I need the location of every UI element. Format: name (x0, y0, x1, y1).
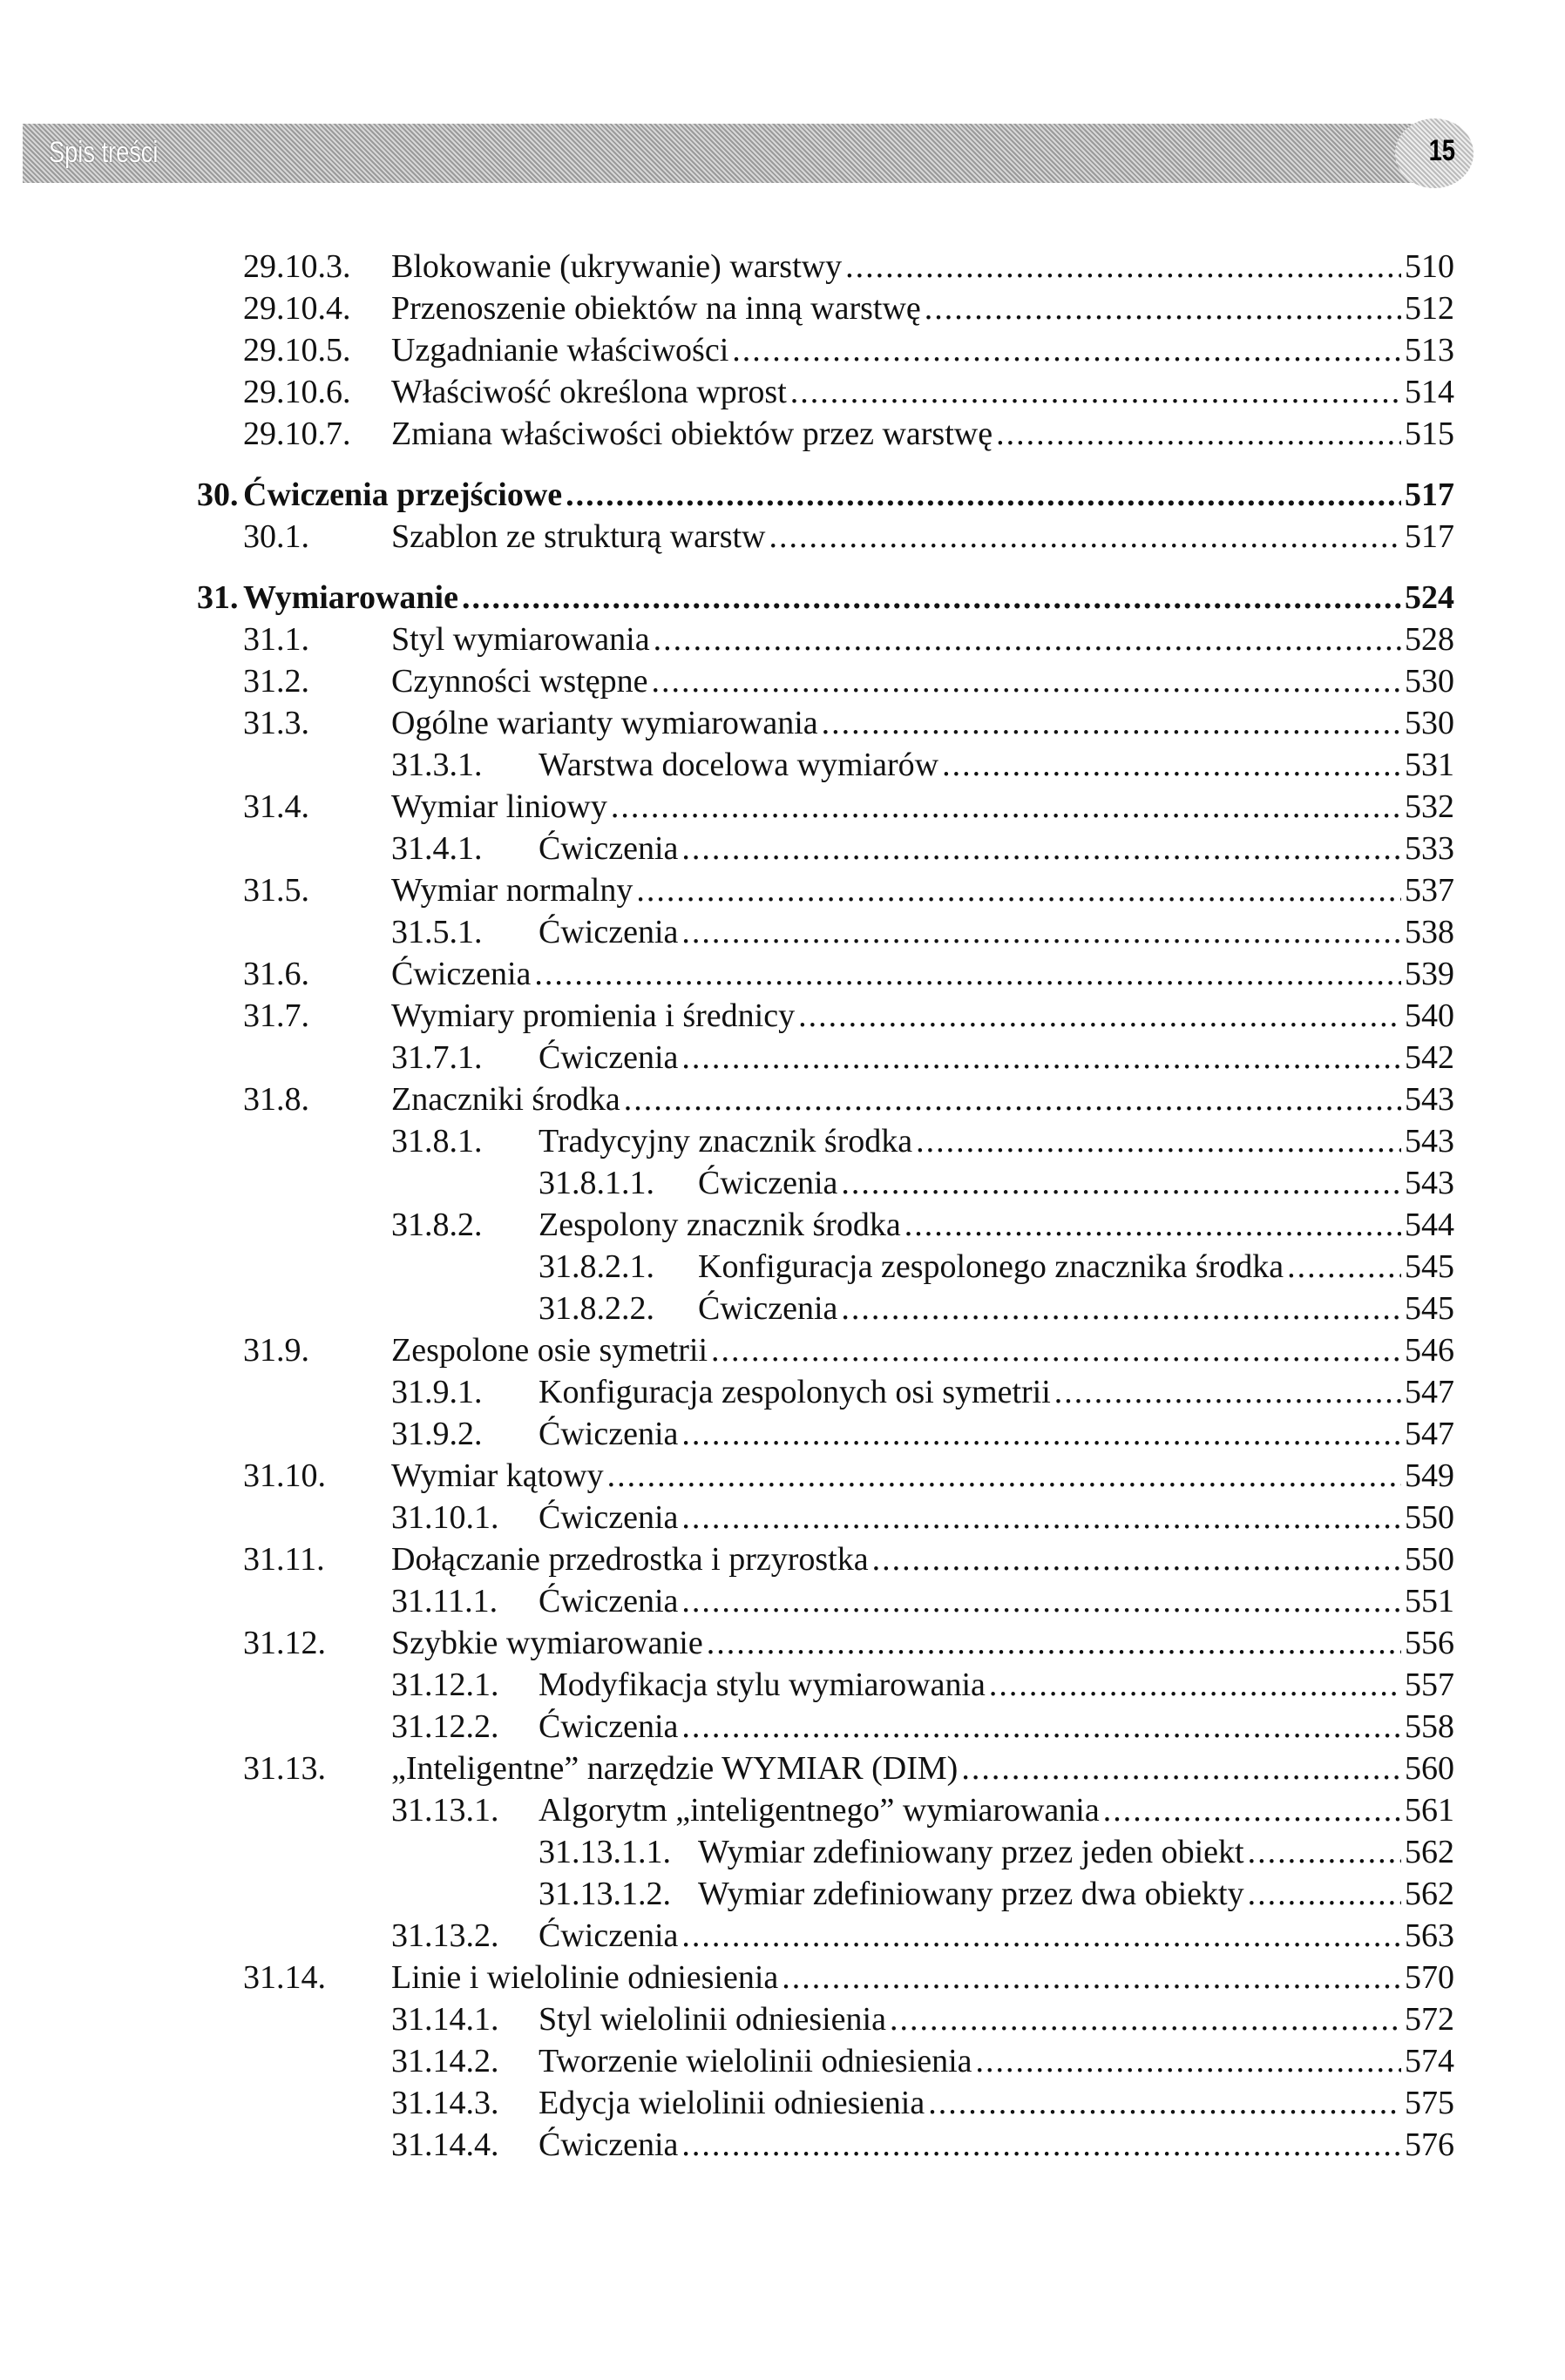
toc-entry (0, 1246, 1565, 1288)
entry-number: 31.4. (243, 788, 309, 825)
toc-entry (0, 371, 1565, 413)
dot-leader (636, 869, 1401, 911)
entry-number: 31.13.1.2. (539, 1876, 671, 1912)
entry-page: 551 (1405, 1583, 1454, 1619)
entry-line (539, 1706, 1454, 1748)
toc-entry (0, 1455, 1565, 1497)
toc-entry (0, 413, 1565, 455)
entry-line (539, 1915, 1454, 1957)
toc-entry (0, 1120, 1565, 1162)
entry-line (391, 869, 1454, 911)
toc-entry (0, 1622, 1565, 1664)
entry-line (539, 1789, 1454, 1831)
entry-page: 542 (1405, 1039, 1454, 1076)
entry-page: 557 (1405, 1667, 1454, 1703)
entry-line (539, 2040, 1454, 2082)
entry-page: 546 (1405, 1332, 1454, 1369)
toc-entry (0, 1413, 1565, 1455)
dot-leader (654, 619, 1401, 660)
entry-page: 543 (1405, 1165, 1454, 1201)
dot-leader (1103, 1789, 1401, 1831)
entry-title: Czynności wstępne (391, 663, 648, 700)
dot-leader (681, 1706, 1401, 1748)
dot-leader (681, 911, 1401, 953)
entry-number: 29.10.6. (243, 374, 351, 410)
toc-entry (0, 2040, 1565, 2082)
entry-title: Ćwiczenia (391, 956, 532, 992)
entry-line (539, 744, 1454, 786)
entry-number: 31.8. (243, 1081, 309, 1118)
entry-number: 31.14.3. (391, 2085, 499, 2121)
entry-number: 31.5. (243, 872, 309, 909)
entry-number: 31. (197, 579, 239, 616)
entry-title: Modyfikacja stylu wymiarowania (539, 1667, 986, 1703)
toc-entry (0, 1831, 1565, 1873)
entry-line (539, 2082, 1454, 2124)
dot-leader (928, 2082, 1401, 2124)
dot-leader (681, 2124, 1401, 2166)
dot-leader (790, 371, 1401, 413)
dot-leader (890, 1998, 1401, 2040)
entry-line (391, 995, 1454, 1037)
dot-leader (845, 246, 1401, 287)
dot-leader (1248, 1831, 1401, 1873)
entry-page: 576 (1405, 2126, 1454, 2163)
toc-entry (0, 1664, 1565, 1706)
entry-title: Wymiary promienia i średnicy (391, 997, 796, 1034)
entry-number: 31.14. (243, 1959, 326, 1996)
entry-line (391, 371, 1454, 413)
dot-leader (681, 828, 1401, 869)
entry-line (391, 1748, 1454, 1789)
entry-line (539, 1580, 1454, 1622)
toc-entry (0, 660, 1565, 702)
entry-page: 547 (1405, 1374, 1454, 1410)
entry-page: 547 (1405, 1416, 1454, 1452)
entry-title: Ćwiczenia (698, 1290, 838, 1327)
entry-title: Ćwiczenia (539, 2126, 679, 2163)
entry-number: 31.1. (243, 621, 309, 658)
entry-page: 517 (1405, 518, 1454, 555)
toc-entry (0, 2082, 1565, 2124)
entry-line (391, 953, 1454, 995)
header-section-title: Spis treści (49, 136, 159, 169)
entry-number: 31.8.1. (391, 1123, 483, 1160)
entry-line (539, 1664, 1454, 1706)
entry-line (391, 1078, 1454, 1120)
entry-page: 528 (1405, 621, 1454, 658)
entry-page: 545 (1405, 1290, 1454, 1327)
entry-page: 532 (1405, 788, 1454, 825)
entry-page: 545 (1405, 1248, 1454, 1285)
entry-page: 540 (1405, 997, 1454, 1034)
entry-number: 31.9.2. (391, 1416, 483, 1452)
entry-number: 31.8.2. (391, 1207, 483, 1243)
entry-page: 530 (1405, 705, 1454, 741)
entry-title: Warstwa docelowa wymiarów (539, 747, 939, 783)
toc-entry (0, 619, 1565, 660)
entry-line (391, 1329, 1454, 1371)
entry-title: Właściwość określona wprost (391, 374, 787, 410)
toc-entry (0, 1538, 1565, 1580)
entry-line (698, 1831, 1454, 1873)
toc-entry (0, 1580, 1565, 1622)
toc-entry (0, 869, 1565, 911)
dot-leader (872, 1538, 1401, 1580)
entry-number: 29.10.7. (243, 416, 351, 452)
toc-entry (0, 953, 1565, 995)
table-of-contents (0, 246, 1565, 2166)
entry-number: 31.7. (243, 997, 309, 1034)
entry-page: 543 (1405, 1081, 1454, 1118)
entry-line (243, 577, 1454, 619)
entry-page: 549 (1405, 1457, 1454, 1494)
entry-line (539, 1497, 1454, 1538)
dot-leader (976, 2040, 1401, 2082)
dot-leader (996, 413, 1401, 455)
dot-leader (1248, 1873, 1401, 1915)
entry-line (391, 516, 1454, 558)
dot-leader (681, 1915, 1401, 1957)
dot-leader (1054, 1371, 1401, 1413)
entry-line (539, 1413, 1454, 1455)
entry-title: Konfiguracja zespolonych osi symetrii (539, 1374, 1051, 1410)
entry-page: 558 (1405, 1708, 1454, 1745)
toc-entry (0, 287, 1565, 329)
entry-page: 562 (1405, 1834, 1454, 1870)
entry-title: Zmiana właściwości obiektów przez warstwę (391, 416, 993, 452)
dot-leader (822, 702, 1401, 744)
entry-number: 31.12. (243, 1625, 326, 1661)
toc-entry (0, 577, 1565, 619)
dot-leader (769, 516, 1402, 558)
dot-leader (989, 1664, 1401, 1706)
entry-title: Edycja wielolinii odniesienia (539, 2085, 925, 2121)
toc-entry (0, 1288, 1565, 1329)
entry-title: Szablon ze strukturą warstw (391, 518, 766, 555)
toc-entry (0, 1078, 1565, 1120)
entry-page: 510 (1405, 248, 1454, 285)
entry-number: 29.10.5. (243, 332, 351, 368)
entry-number: 31.7.1. (391, 1039, 483, 1076)
entry-line (391, 287, 1454, 329)
entry-title: Wymiar kątowy (391, 1457, 604, 1494)
entry-number: 31.6. (243, 956, 309, 992)
entry-title: Dołączanie przedrostka i przyrostka (391, 1541, 869, 1578)
entry-title: Ćwiczenia (698, 1165, 838, 1201)
entry-number: 31.14.4. (391, 2126, 499, 2163)
entry-number: 31.14.1. (391, 2001, 499, 2038)
toc-entry (0, 1706, 1565, 1748)
entry-title: Zespolony znacznik środka (539, 1207, 901, 1243)
entry-line (391, 1957, 1454, 1998)
entry-number: 31.12.1. (391, 1667, 499, 1703)
running-header (23, 124, 1456, 183)
toc-entry (0, 1329, 1565, 1371)
page-number: 15 (1428, 134, 1456, 167)
toc-entry (0, 516, 1565, 558)
entry-line (391, 1538, 1454, 1580)
dot-leader (1287, 1246, 1401, 1288)
entry-line (539, 1371, 1454, 1413)
entry-title: Styl wielolinii odniesienia (539, 2001, 886, 2038)
toc-entry (0, 2124, 1565, 2166)
entry-line (391, 660, 1454, 702)
entry-page: 517 (1405, 477, 1454, 513)
entry-title: „Inteligentne” narzędzie WYMIAR (DIM) (391, 1750, 959, 1787)
dot-leader (782, 1957, 1401, 1998)
dot-leader (681, 1037, 1401, 1078)
dot-leader (942, 744, 1401, 786)
toc-entry (0, 329, 1565, 371)
entry-title: Ćwiczenia (539, 1917, 679, 1954)
entry-page: 514 (1405, 374, 1454, 410)
entry-line (539, 1037, 1454, 1078)
entry-title: Konfiguracja zespolonego znacznika środka (698, 1248, 1284, 1285)
dot-leader (681, 1580, 1401, 1622)
dot-leader (925, 287, 1401, 329)
entry-number: 31.2. (243, 663, 309, 700)
dot-leader (607, 1455, 1401, 1497)
entry-line (391, 786, 1454, 828)
entry-line (698, 1288, 1454, 1329)
entry-title: Uzgadnianie właściwości (391, 332, 729, 368)
entry-line (391, 702, 1454, 744)
entry-title: Ćwiczenia (539, 1583, 679, 1619)
entry-line (391, 246, 1454, 287)
entry-title: Wymiar liniowy (391, 788, 607, 825)
entry-page: 575 (1405, 2085, 1454, 2121)
entry-title: Blokowanie (ukrywanie) warstwy (391, 248, 843, 285)
entry-page: 572 (1405, 2001, 1454, 2038)
entry-page: 524 (1405, 579, 1454, 616)
dot-leader (904, 1204, 1401, 1246)
dot-leader (798, 995, 1401, 1037)
entry-title: Ćwiczenia (539, 1039, 679, 1076)
entry-number: 31.8.2.2. (539, 1290, 654, 1327)
entry-number: 31.9. (243, 1332, 309, 1369)
entry-line (539, 2124, 1454, 2166)
dot-leader (841, 1162, 1401, 1204)
entry-number: 31.4.1. (391, 830, 483, 867)
entry-number: 31.8.1.1. (539, 1165, 654, 1201)
entry-page: 544 (1405, 1207, 1454, 1243)
entry-line (391, 329, 1454, 371)
entry-line (391, 1622, 1454, 1664)
entry-number: 31.10. (243, 1457, 326, 1494)
toc-entry (0, 1789, 1565, 1831)
entry-page: 537 (1405, 872, 1454, 909)
entry-title: Styl wymiarowania (391, 621, 650, 658)
entry-page: 530 (1405, 663, 1454, 700)
dot-leader (462, 577, 1401, 619)
entry-number: 31.13. (243, 1750, 326, 1787)
entry-page: 560 (1405, 1750, 1454, 1787)
toc-entry (0, 1371, 1565, 1413)
dot-leader (681, 1497, 1401, 1538)
entry-page: 531 (1405, 747, 1454, 783)
entry-page: 550 (1405, 1499, 1454, 1536)
entry-number: 30.1. (243, 518, 309, 555)
entry-number: 31.13.1.1. (539, 1834, 671, 1870)
dot-leader (711, 1329, 1401, 1371)
entry-title: Linie i wielolinie odniesienia (391, 1959, 779, 1996)
dot-leader (916, 1120, 1401, 1162)
entry-title: Ogólne warianty wymiarowania (391, 705, 818, 741)
entry-line (539, 1204, 1454, 1246)
entry-title: Algorytm „inteligentnego” wymiarowania (539, 1792, 1100, 1829)
entry-line (539, 1120, 1454, 1162)
toc-entry (0, 744, 1565, 786)
entry-title: Zespolone osie symetrii (391, 1332, 708, 1369)
dot-leader (611, 786, 1401, 828)
entry-page: 562 (1405, 1876, 1454, 1912)
entry-page: 538 (1405, 914, 1454, 950)
entry-page: 574 (1405, 2043, 1454, 2079)
entry-line (243, 474, 1454, 516)
entry-number: 31.10.1. (391, 1499, 499, 1536)
entry-number: 29.10.4. (243, 290, 351, 327)
entry-number: 31.9.1. (391, 1374, 483, 1410)
entry-number: 31.13.2. (391, 1917, 499, 1954)
entry-page: 539 (1405, 956, 1454, 992)
dot-leader (566, 474, 1401, 516)
entry-title: Tradycyjny znacznik środka (539, 1123, 913, 1160)
dot-leader (624, 1078, 1401, 1120)
entry-number: 31.5.1. (391, 914, 483, 950)
entry-number: 29.10.3. (243, 248, 351, 285)
entry-number: 31.3.1. (391, 747, 483, 783)
entry-title: Wymiar normalny (391, 872, 633, 909)
entry-line (391, 413, 1454, 455)
entry-title: Przenoszenie obiektów na inną warstwę (391, 290, 921, 327)
entry-line (539, 1998, 1454, 2040)
toc-entry (0, 995, 1565, 1037)
entry-page: 513 (1405, 332, 1454, 368)
entry-page: 533 (1405, 830, 1454, 867)
entry-number: 31.12.2. (391, 1708, 499, 1745)
entry-number: 31.11. (243, 1541, 325, 1578)
entry-title: Wymiar zdefiniowany przez jeden obiekt (698, 1834, 1244, 1870)
dot-leader (651, 660, 1401, 702)
entry-number: 31.11.1. (391, 1583, 498, 1619)
entry-number: 30. (197, 477, 239, 513)
dot-leader (681, 1413, 1401, 1455)
entry-line (391, 1455, 1454, 1497)
entry-title: Wymiarowanie (243, 579, 458, 616)
toc-entry (0, 786, 1565, 828)
entry-number: 31.13.1. (391, 1792, 499, 1829)
entry-title: Wymiar zdefiniowany przez dwa obiekty (698, 1876, 1244, 1912)
entry-title: Ćwiczenia (539, 914, 679, 950)
entry-page: 561 (1405, 1792, 1454, 1829)
entry-page: 550 (1405, 1541, 1454, 1578)
entry-line (698, 1162, 1454, 1204)
entry-title: Szybkie wymiarowanie (391, 1625, 703, 1661)
toc-entry (0, 1497, 1565, 1538)
entry-title: Ćwiczenia (539, 1499, 679, 1536)
entry-page: 563 (1405, 1917, 1454, 1954)
toc-entry (0, 1037, 1565, 1078)
entry-page: 556 (1405, 1625, 1454, 1661)
entry-line (391, 619, 1454, 660)
dot-leader (961, 1748, 1401, 1789)
entry-title: Tworzenie wielolinii odniesienia (539, 2043, 972, 2079)
entry-title: Znaczniki środka (391, 1081, 620, 1118)
entry-title: Ćwiczenia (539, 830, 679, 867)
dot-leader (841, 1288, 1401, 1329)
toc-entry (0, 1748, 1565, 1789)
toc-entry (0, 1915, 1565, 1957)
entry-line (698, 1873, 1454, 1915)
toc-entry (0, 702, 1565, 744)
entry-line (539, 828, 1454, 869)
toc-entry (0, 1204, 1565, 1246)
toc-entry (0, 1998, 1565, 2040)
entry-number: 31.3. (243, 705, 309, 741)
toc-entry (0, 246, 1565, 287)
toc-entry (0, 828, 1565, 869)
dot-leader (534, 953, 1401, 995)
toc-entry (0, 1957, 1565, 1998)
entry-line (539, 911, 1454, 953)
dot-leader (732, 329, 1401, 371)
entry-page: 512 (1405, 290, 1454, 327)
entry-page: 515 (1405, 416, 1454, 452)
dot-leader (707, 1622, 1401, 1664)
toc-entry (0, 474, 1565, 516)
entry-page: 543 (1405, 1123, 1454, 1160)
entry-page: 570 (1405, 1959, 1454, 1996)
toc-entry (0, 911, 1565, 953)
entry-title: Ćwiczenia przejściowe (243, 477, 563, 513)
entry-title: Ćwiczenia (539, 1708, 679, 1745)
entry-number: 31.8.2.1. (539, 1248, 654, 1285)
toc-entry (0, 1873, 1565, 1915)
toc-entry (0, 1162, 1565, 1204)
entry-number: 31.14.2. (391, 2043, 499, 2079)
entry-line (698, 1246, 1454, 1288)
entry-title: Ćwiczenia (539, 1416, 679, 1452)
